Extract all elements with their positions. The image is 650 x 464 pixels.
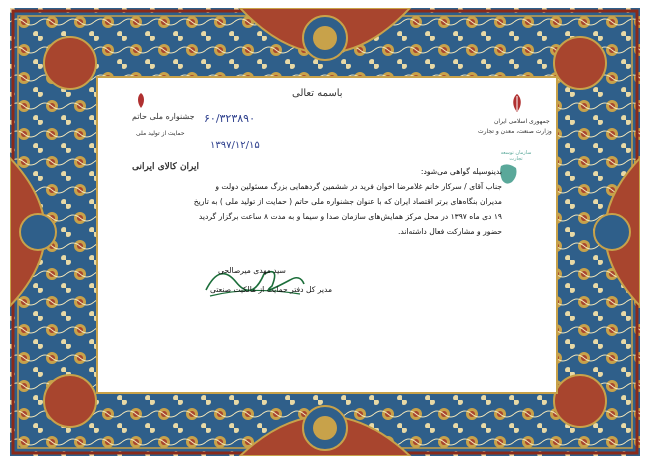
certificate-body [124, 164, 502, 239]
festival-signature-caption: جشنواره ملی حاتم [132, 112, 195, 121]
iran-emblem-icon [506, 92, 528, 114]
iran-emblem-left-icon [133, 92, 149, 110]
signer-name: سید مهدی میرصالحی [218, 266, 286, 275]
invocation-text: باسمه تعالی [292, 88, 343, 99]
body-line-3: ۱۹ دی ماه ۱۳۹۷ در محل مرکز همایش‌های سازمان صدا و سیما و به مدت ۸ ساعت برگزار گردید [198, 212, 502, 221]
iran-kala-logo: ایران کالای ایرانی [132, 162, 200, 172]
festival-subcaption: حمایت از تولید ملی [136, 130, 185, 137]
issuer-line2: وزارت صنعت، معدن و تجارت [478, 128, 552, 135]
issuer-line1: جمهوری اسلامی ایران [494, 118, 550, 125]
intro-line: بدینوسیله گواهی می‌شود: [420, 167, 502, 176]
handwritten-signature [200, 256, 310, 302]
serial-number: ۶۰/۳۲۳۸۹۰ [204, 112, 255, 125]
body-line-4: حضور و مشارکت فعال داشته‌اند. [397, 227, 502, 236]
body-line-2: مدیران بنگاه‌های برتر اقتصاد ایران که با عنوان جشنواره ملی حاتم ( حمایت از تولید ملی ) به تاریخ [193, 197, 502, 206]
issue-date: ۱۳۹۷/۱۲/۱۵ [210, 140, 260, 151]
trade-logo-caption: سازمان توسعه تجارت [500, 150, 532, 162]
body-line-1: جناب آقای / سرکار خانم غلامرضا اخوان فرید در ششمین گردهمایی بزرگ مسئولین دولت و [215, 182, 502, 191]
signer-title: مدیر کل دفتر حمایت از مالکیت صنعتی [210, 285, 333, 294]
